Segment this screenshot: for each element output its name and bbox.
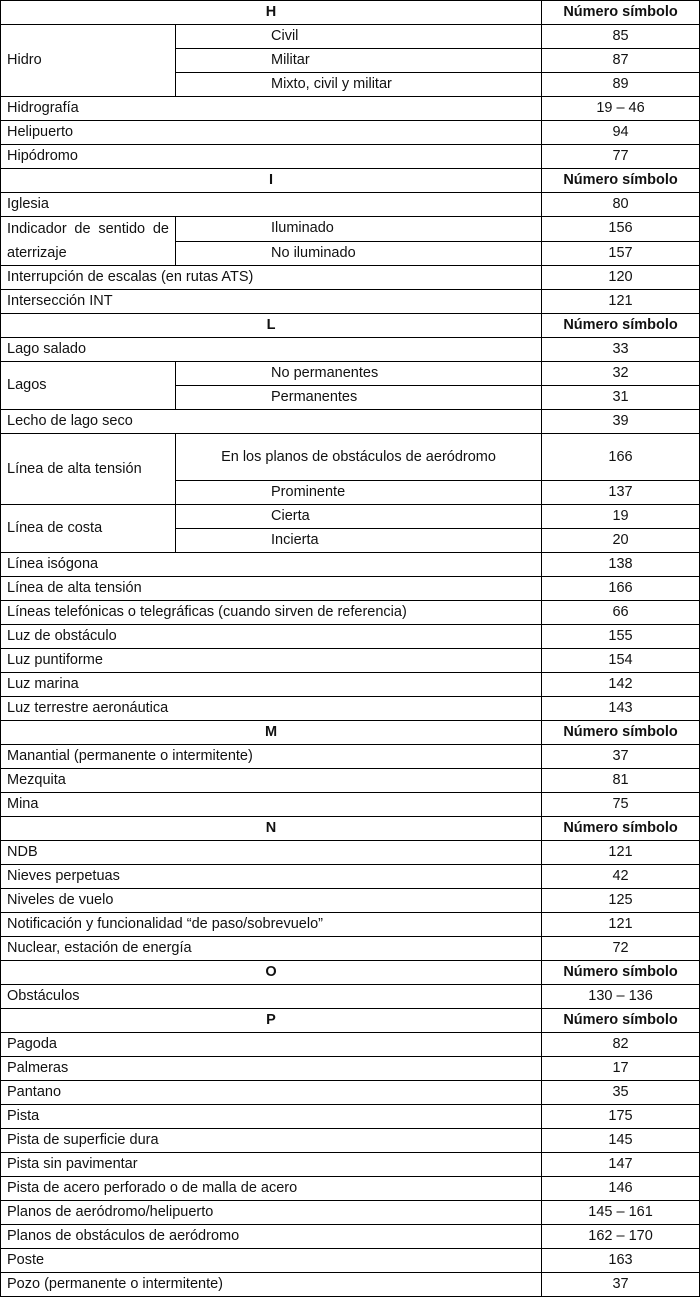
table-row [1, 1177, 700, 1201]
row-value: 130 – 136 [542, 985, 700, 1009]
row-label: Iglesia [1, 193, 542, 217]
row-value: 42 [542, 865, 700, 889]
row-label: Pantano [1, 1081, 542, 1105]
table-row [1, 985, 700, 1009]
row-label: Planos de aeródromo/helipuerto [1, 1201, 542, 1225]
row-value: 166 [542, 577, 700, 601]
table-row [1, 769, 700, 793]
section-header-h [1, 1, 700, 25]
table-row [1, 553, 700, 577]
row-value: 163 [542, 1249, 700, 1273]
row-value: 17 [542, 1057, 700, 1081]
row-value: 166 [542, 434, 700, 481]
table-row [1, 338, 700, 362]
row-label: Pista [1, 1105, 542, 1129]
table-row [1, 1129, 700, 1153]
table-row [1, 673, 700, 697]
row-label: Pista sin pavimentar [1, 1153, 542, 1177]
row-value: 145 – 161 [542, 1201, 700, 1225]
section-letter: M [1, 721, 542, 745]
row-label: Poste [1, 1249, 542, 1273]
row-value: 137 [542, 481, 700, 505]
sub-label: Incierta [176, 529, 542, 553]
row-value: 81 [542, 769, 700, 793]
row-label: Intersección INT [1, 290, 542, 314]
table-row [1, 841, 700, 865]
row-value: 146 [542, 1177, 700, 1201]
row-label: Notificación y funcionalidad “de paso/sobrevuelo” [1, 913, 542, 937]
row-label: Planos de obstáculos de aeródromo [1, 1225, 542, 1249]
sub-label: Civil [176, 25, 542, 49]
row-label: Líneas telefónicas o telegráficas (cuando sirven de referencia) [1, 601, 542, 625]
table-row [1, 290, 700, 314]
table-row [1, 1273, 700, 1297]
row-value: 175 [542, 1105, 700, 1129]
table-row [1, 649, 700, 673]
section-header-p [1, 1009, 700, 1033]
row-label: Niveles de vuelo [1, 889, 542, 913]
row-value: 145 [542, 1129, 700, 1153]
table-row [1, 793, 700, 817]
table-row [1, 913, 700, 937]
row-label: Luz de obstáculo [1, 625, 542, 649]
table-row [1, 1057, 700, 1081]
row-value: 120 [542, 266, 700, 290]
row-label: Nieves perpetuas [1, 865, 542, 889]
table-row [1, 937, 700, 961]
row-value: 37 [542, 1273, 700, 1297]
row-label: Palmeras [1, 1057, 542, 1081]
row-label: Luz puntiforme [1, 649, 542, 673]
column-header: Número símbolo [542, 1009, 700, 1033]
table-row [1, 625, 700, 649]
section-header-n [1, 817, 700, 841]
sub-label: Permanentes [176, 386, 542, 410]
column-header: Número símbolo [542, 314, 700, 338]
row-label: Luz terrestre aeronáutica [1, 697, 542, 721]
row-value: 39 [542, 410, 700, 434]
row-value: 75 [542, 793, 700, 817]
row-label: Obstáculos [1, 985, 542, 1009]
row-value: 19 – 46 [542, 97, 700, 121]
row-value: 156 [542, 217, 700, 242]
table-row [1, 1225, 700, 1249]
row-label: Mina [1, 793, 542, 817]
row-value: 82 [542, 1033, 700, 1057]
table-row [1, 266, 700, 290]
section-letter: O [1, 961, 542, 985]
table-row [1, 97, 700, 121]
row-label: Pagoda [1, 1033, 542, 1057]
table-row [1, 865, 700, 889]
row-value: 31 [542, 386, 700, 410]
row-value: 121 [542, 913, 700, 937]
row-value: 85 [542, 25, 700, 49]
table-row [1, 1081, 700, 1105]
row-value: 138 [542, 553, 700, 577]
row-value: 121 [542, 290, 700, 314]
row-value: 33 [542, 338, 700, 362]
table-row [1, 1105, 700, 1129]
row-value: 77 [542, 145, 700, 169]
table-row [1, 362, 700, 386]
row-label: Luz marina [1, 673, 542, 697]
row-value: 147 [542, 1153, 700, 1177]
table-row [1, 121, 700, 145]
row-label: Línea de alta tensión [1, 434, 176, 505]
row-label: Helipuerto [1, 121, 542, 145]
table-row [1, 601, 700, 625]
row-value: 32 [542, 362, 700, 386]
row-label: Línea de costa [1, 505, 176, 553]
row-value: 72 [542, 937, 700, 961]
table-row [1, 1153, 700, 1177]
sub-label: Iluminado [176, 217, 542, 242]
row-label: Hidrografía [1, 97, 542, 121]
section-letter: L [1, 314, 542, 338]
row-label: Pista de superficie dura [1, 1129, 542, 1153]
row-label: Nuclear, estación de energía [1, 937, 542, 961]
row-label: Interrupción de escalas (en rutas ATS) [1, 266, 542, 290]
row-label: Línea de alta tensión [1, 577, 542, 601]
table-row [1, 193, 700, 217]
row-value: 80 [542, 193, 700, 217]
row-value: 142 [542, 673, 700, 697]
row-label: Hidro [1, 25, 176, 97]
table-row [1, 889, 700, 913]
row-label: Lago salado [1, 338, 542, 362]
sub-label: Prominente [176, 481, 542, 505]
table-row [1, 25, 700, 49]
row-value: 89 [542, 73, 700, 97]
row-label: Mezquita [1, 769, 542, 793]
section-letter: I [1, 169, 542, 193]
row-value: 19 [542, 505, 700, 529]
table-row [1, 1033, 700, 1057]
table-row [1, 505, 700, 529]
row-value: 35 [542, 1081, 700, 1105]
table-row [1, 745, 700, 769]
sub-label: Cierta [176, 505, 542, 529]
row-value: 87 [542, 49, 700, 73]
row-label: Lagos [1, 362, 176, 410]
table-row [1, 434, 700, 481]
row-value: 143 [542, 697, 700, 721]
section-header-l [1, 314, 700, 338]
table-row [1, 577, 700, 601]
section-header-o [1, 961, 700, 985]
sub-label: No iluminado [176, 241, 542, 266]
table-row [1, 1249, 700, 1273]
column-header: Número símbolo [542, 721, 700, 745]
row-label: Manantial (permanente o intermitente) [1, 745, 542, 769]
row-value: 37 [542, 745, 700, 769]
table-row [1, 697, 700, 721]
table-row [1, 217, 700, 242]
row-value: 154 [542, 649, 700, 673]
column-header: Número símbolo [542, 169, 700, 193]
table-row [1, 410, 700, 434]
row-value: 121 [542, 841, 700, 865]
column-header: Número símbolo [542, 1, 700, 25]
row-label: Hipódromo [1, 145, 542, 169]
row-label: Indicador de sentido de aterrizaje [1, 217, 176, 266]
section-header-m [1, 721, 700, 745]
row-value: 155 [542, 625, 700, 649]
section-letter: P [1, 1009, 542, 1033]
section-letter: H [1, 1, 542, 25]
sub-label: Mixto, civil y militar [176, 73, 542, 97]
column-header: Número símbolo [542, 961, 700, 985]
row-label: Pista de acero perforado o de malla de acero [1, 1177, 542, 1201]
table-row [1, 145, 700, 169]
row-label: Línea isógona [1, 553, 542, 577]
row-label: Lecho de lago seco [1, 410, 542, 434]
column-header: Número símbolo [542, 817, 700, 841]
row-value: 66 [542, 601, 700, 625]
row-value: 94 [542, 121, 700, 145]
table-row [1, 1201, 700, 1225]
row-value: 157 [542, 241, 700, 266]
sub-label: Militar [176, 49, 542, 73]
section-header-i [1, 169, 700, 193]
row-value: 162 – 170 [542, 1225, 700, 1249]
row-label: NDB [1, 841, 542, 865]
sub-label: En los planos de obstáculos de aeródromo [176, 434, 542, 481]
sub-label: No permanentes [176, 362, 542, 386]
row-value: 20 [542, 529, 700, 553]
row-value: 125 [542, 889, 700, 913]
row-label: Pozo (permanente o intermitente) [1, 1273, 542, 1297]
section-letter: N [1, 817, 542, 841]
